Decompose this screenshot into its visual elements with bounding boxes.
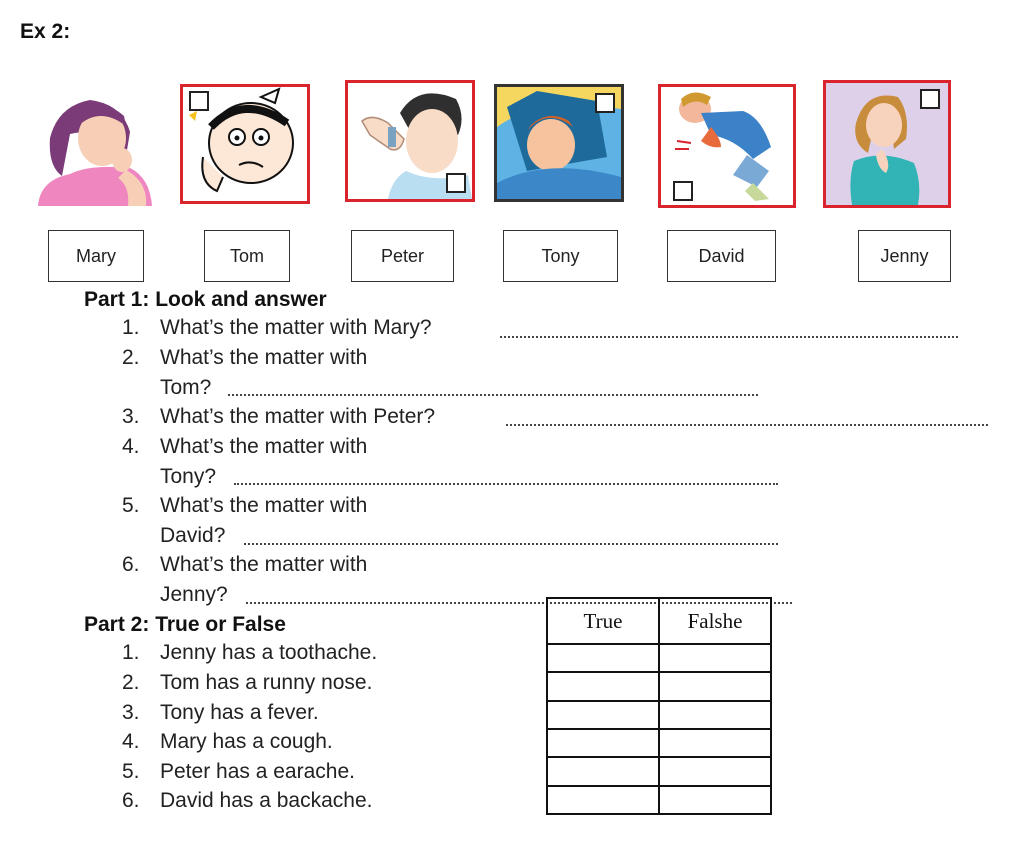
mary-picture — [30, 86, 160, 206]
question-6-cont: Jenny? — [160, 583, 228, 606]
name-label-mary: Mary — [48, 230, 144, 282]
statement-2: 2. Tom has a runny nose. — [122, 671, 373, 694]
exercise-title: Ex 2: — [20, 20, 71, 43]
tom-checkbox[interactable] — [189, 91, 209, 111]
question-6: 6. What’s the matter with — [122, 553, 368, 576]
table-header-row — [547, 598, 771, 644]
statement-4: 4. Mary has a cough. — [122, 730, 333, 753]
answer-line-2[interactable] — [228, 394, 758, 396]
answer-line-4[interactable] — [234, 483, 778, 485]
question-1: 1. What’s the matter with Mary? — [122, 316, 432, 339]
answer-cell-false[interactable] — [659, 786, 771, 814]
question-3: 3. What’s the matter with Peter? — [122, 405, 436, 428]
table-row — [547, 644, 771, 672]
answer-line-1[interactable] — [500, 336, 958, 338]
table-row — [547, 672, 771, 700]
name-label-david: David — [667, 230, 776, 282]
table-row — [547, 757, 771, 785]
statement-5: 5. Peter has a earache. — [122, 760, 355, 783]
david-checkbox[interactable] — [673, 181, 693, 201]
column-header-false: Falshe — [659, 598, 771, 644]
question-4-cont: Tony? — [160, 465, 217, 488]
answer-line-5[interactable] — [244, 543, 778, 545]
question-5-cont: David? — [160, 524, 226, 547]
answer-cell-false[interactable] — [659, 729, 771, 757]
column-header-true: True — [547, 598, 659, 644]
name-label-jenny: Jenny — [858, 230, 951, 282]
peter-picture — [345, 80, 475, 202]
answer-cell-true[interactable] — [547, 786, 659, 814]
table-row — [547, 701, 771, 729]
question-2: 2. What’s the matter with — [122, 346, 368, 369]
answer-cell-false[interactable] — [659, 672, 771, 700]
name-label-peter: Peter — [351, 230, 454, 282]
part2-heading: Part 2: True or False — [84, 613, 286, 636]
tony-checkbox[interactable] — [595, 93, 615, 113]
answer-cell-true[interactable] — [547, 729, 659, 757]
table-row — [547, 729, 771, 757]
answer-cell-true[interactable] — [547, 672, 659, 700]
statement-3: 3. Tony has a fever. — [122, 701, 319, 724]
answer-line-3[interactable] — [506, 424, 988, 426]
question-4: 4. What’s the matter with — [122, 435, 368, 458]
answer-cell-true[interactable] — [547, 701, 659, 729]
tony-picture — [494, 84, 624, 202]
name-label-tom: Tom — [204, 230, 290, 282]
david-picture — [658, 84, 796, 208]
answer-cell-true[interactable] — [547, 644, 659, 672]
name-label-tony: Tony — [503, 230, 618, 282]
answer-cell-false[interactable] — [659, 757, 771, 785]
jenny-checkbox[interactable] — [920, 89, 940, 109]
question-2-cont: Tom? — [160, 376, 212, 399]
true-false-table — [546, 597, 772, 815]
answer-cell-true[interactable] — [547, 757, 659, 785]
question-5: 5. What’s the matter with — [122, 494, 368, 517]
statement-1: 1. Jenny has a toothache. — [122, 641, 378, 664]
peter-checkbox[interactable] — [446, 173, 466, 193]
answer-cell-false[interactable] — [659, 644, 771, 672]
jenny-picture — [823, 80, 951, 208]
part1-heading: Part 1: Look and answer — [84, 288, 327, 311]
statement-6: 6. David has a backache. — [122, 789, 373, 812]
tom-picture — [180, 84, 310, 204]
table-row — [547, 786, 771, 814]
answer-cell-false[interactable] — [659, 701, 771, 729]
